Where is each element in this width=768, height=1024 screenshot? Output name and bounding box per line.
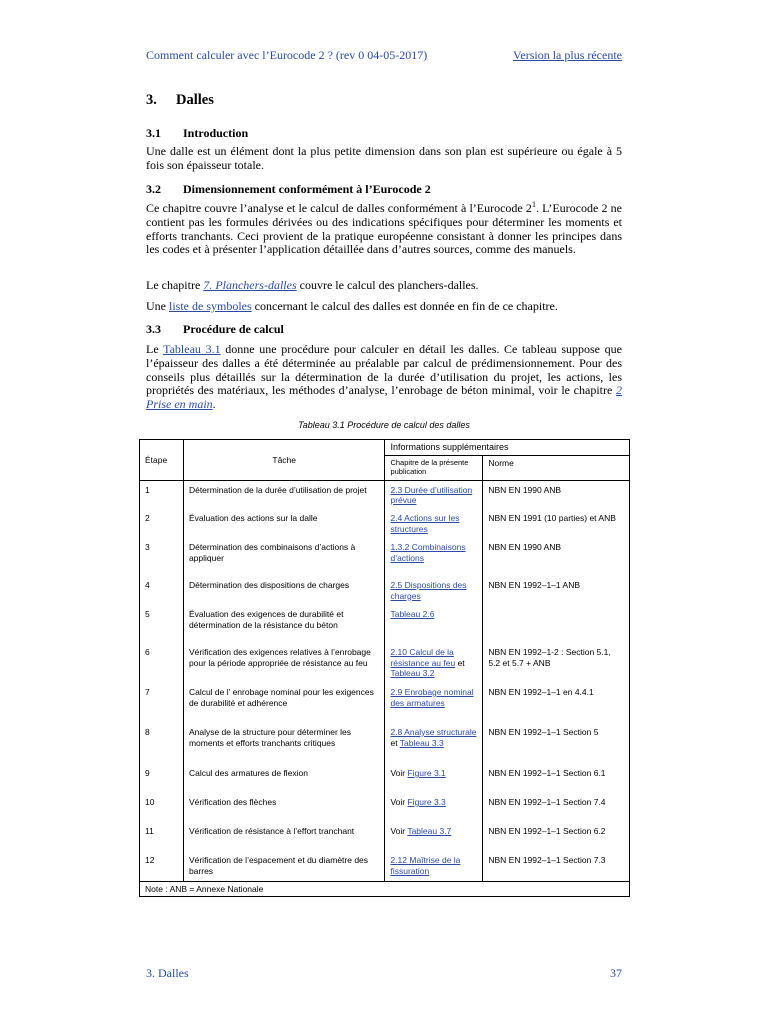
chapitre-link[interactable]: 2.12 Maîtrise de la fissuration [390, 855, 461, 876]
procedure-table [139, 439, 630, 897]
text-run: concernant le calcul des dalles est donnée en fin de ce chapitre. [251, 299, 558, 313]
section-3-3-paragraph [146, 343, 622, 412]
chapitre-link[interactable]: Tableau 2.6 [390, 609, 435, 619]
cell-tache: Évaluation des actions sur la dalle [183, 509, 385, 538]
chapitre-connector: et [455, 657, 465, 668]
cell-chapitre [385, 764, 483, 793]
cell-etape: 12 [140, 851, 184, 881]
section-number: 3.1 [146, 126, 161, 140]
cell-tache: Vérification de l’espacement et du diamètre des barres [183, 851, 385, 881]
cell-chapitre [385, 822, 483, 851]
chapitre-link[interactable]: Tableau 3.7 [407, 826, 452, 836]
text-run: Ce chapitre couvre l’analyse et le calcul de dalles conformément à l’Eurocode 2 [146, 201, 532, 215]
chapitre-link[interactable]: 2.3 Durée d’utilisation prévue [390, 484, 473, 505]
chapitre-link[interactable]: 1.3.2 Combinaisons d’actions [390, 542, 466, 563]
section-3-2-paragraph-2 [146, 279, 622, 293]
col-header-chapitre: Chapitre de la présente publication [385, 455, 483, 480]
cell-norme: NBN EN 1992–1–1 Section 7.3 [483, 851, 630, 881]
cell-etape: 9 [140, 764, 184, 793]
chapter-heading [146, 92, 214, 109]
cell-etape: 6 [140, 643, 184, 683]
cell-norme: NBN EN 1992–1–1 Section 5 [483, 723, 630, 764]
cell-tache: Calcul des armatures de flexion [183, 764, 385, 793]
table-row [140, 538, 630, 576]
chapitre-link[interactable]: Figure 3.3 [407, 797, 446, 807]
cell-etape: 8 [140, 723, 184, 764]
link-tableau-3-1[interactable]: Tableau 3.1 [163, 342, 221, 356]
text-run: Une [146, 299, 169, 313]
cell-tache: Détermination de la durée d’utilisation de projet [183, 480, 385, 509]
chapter-number: 3. [146, 92, 157, 108]
cell-etape: 7 [140, 683, 184, 723]
link-prise-en-main[interactable]: 2 Prise en main [146, 383, 622, 412]
table-row [140, 851, 630, 881]
cell-chapitre [385, 683, 483, 723]
table-row [140, 509, 630, 538]
text-run: donne une procédure pour calculer en détail les dalles. Ce tableau suppose que l’épaisseur des dalles a été déterminée au préalable par calcul de prédimensionnement. Pour des conseils plus détaillés sur la détermination de la durée d’utilisation du projet, les actions, les propriétés des matériaux, les méthodes d’analyse, l’enrobage de béton minimal, voir le chapitre [146, 342, 622, 398]
link-planchers-dalles[interactable]: 7. Planchers-dalles [203, 278, 297, 292]
cell-chapitre [385, 538, 483, 576]
cell-tache: Vérification des exigences relatives à l’enrobage pour la période appropriée de résistance au feu [183, 643, 385, 683]
header-latest-version-link[interactable]: Version la plus récente [513, 48, 622, 62]
col-header-norme: Norme [483, 455, 630, 480]
cell-tache: Analyse de la structure pour déterminer les moments et efforts tranchants critiques [183, 723, 385, 764]
cell-etape: 2 [140, 509, 184, 538]
footer-chapter: 3. Dalles [146, 966, 189, 980]
cell-etape: 10 [140, 793, 184, 822]
cell-etape: 4 [140, 576, 184, 605]
chapitre-prefix: Voir [390, 768, 408, 778]
text-run: Le chapitre [146, 278, 204, 292]
cell-tache: Évaluation des exigences de durabilité et détermination de la résistance du béton [183, 605, 385, 643]
cell-etape: 3 [140, 538, 184, 576]
cell-chapitre [385, 723, 483, 764]
col-header-etape: Étape [140, 440, 184, 481]
chapitre-link[interactable]: Figure 3.1 [407, 768, 446, 778]
cell-etape: 5 [140, 605, 184, 643]
cell-norme: NBN EN 1991 (10 parties) et ANB [483, 509, 630, 538]
chapitre-link[interactable]: 2.9 Enrobage nominal des armatures [390, 687, 474, 708]
section-3-2-heading [146, 182, 431, 197]
cell-norme: NBN EN 1992–1–1 en 4.4.1 [483, 683, 630, 723]
cell-norme: NBN EN 1992–1–1 Section 7.4 [483, 793, 630, 822]
table-note: Note : ANB = Annexe Nationale [140, 881, 630, 897]
link-liste-de-symboles[interactable]: liste de symboles [169, 299, 252, 313]
cell-norme: NBN EN 1992–1-2 : Section 5.1, 5.2 et 5.7 + ANB [483, 643, 630, 683]
cell-tache: Détermination des dispositions de charges [183, 576, 385, 605]
chapitre-link[interactable]: 2.10 Calcul de la résistance au feu [390, 647, 456, 668]
section-3-1-text: Une dalle est un élément dont la plus petite dimension dans son plan est supérieure ou égale à 5 fois son épaisseur totale. [146, 144, 622, 172]
table-row [140, 643, 630, 683]
table-row [140, 822, 630, 851]
section-3-2-paragraph-3 [146, 300, 622, 314]
table-row [140, 723, 630, 764]
cell-chapitre [385, 793, 483, 822]
cell-chapitre [385, 480, 483, 509]
col-header-tache: Tâche [183, 440, 385, 481]
table-row [140, 764, 630, 793]
cell-norme: NBN EN 1990 ANB [483, 538, 630, 576]
header-document-title: Comment calculer avec l’Eurocode 2 ? (rev 0 04-05-2017) [146, 48, 428, 62]
cell-norme: NBN EN 1992–1–1 Section 6.2 [483, 822, 630, 851]
cell-tache: Détermination des combinaisons d’actions à appliquer [183, 538, 385, 576]
cell-etape: 1 [140, 480, 184, 509]
section-3-3-heading [146, 322, 284, 337]
section-number: 3.2 [146, 182, 161, 196]
footnote-ref[interactable]: 1 [531, 200, 536, 209]
cell-etape: 11 [140, 822, 184, 851]
chapitre-prefix: Voir [390, 797, 408, 807]
table-row [140, 605, 630, 643]
chapitre-link-secondary[interactable]: Tableau 3.2 [390, 668, 435, 678]
text-run: . L’Eurocode 2 ne contient pas les formules dérivées ou des indications spécifiques pour déterminer les moments et efforts tranchants. Ceci provient de la pratique européenne consistant à donner les principes dans les codes et à présenter l’application détaillée dans d’autres sources, comme des manuels. [146, 201, 622, 257]
section-number: 3.3 [146, 322, 161, 336]
cell-norme [483, 605, 630, 643]
table-note-row [140, 881, 630, 897]
text-run: . [212, 397, 216, 412]
section-title: Dimensionnement conformément à l’Eurocode 2 [183, 182, 431, 196]
cell-tache: Vérification de résistance à l’effort tranchant [183, 822, 385, 851]
cell-chapitre [385, 509, 483, 538]
text-run: couvre le calcul des planchers-dalles. [296, 278, 479, 292]
table-caption: Tableau 3.1 Procédure de calcul des dalles [298, 420, 470, 430]
cell-norme: NBN EN 1990 ANB [483, 480, 630, 509]
section-3-2-paragraph-1 [146, 202, 622, 257]
chapitre-link-secondary[interactable]: Tableau 3.3 [399, 737, 444, 748]
cell-tache: Vérification des flèches [183, 793, 385, 822]
table-row [140, 480, 630, 509]
col-header-informations: Informations supplémentaires [385, 440, 630, 456]
cell-norme: NBN EN 1992–1–1 Section 6.1 [483, 764, 630, 793]
chapitre-link[interactable]: 2.5 Dispositions des charges [390, 580, 467, 601]
text-run: Le [146, 342, 164, 356]
chapitre-link[interactable]: 2.8 Analyse structurale [390, 727, 477, 737]
table-row [140, 683, 630, 723]
cell-tache: Calcul de l’ enrobage nominal pour les exigences de durabilité et adhérence [183, 683, 385, 723]
cell-chapitre [385, 576, 483, 605]
cell-chapitre [385, 643, 483, 683]
cell-norme: NBN EN 1992–1–1 ANB [483, 576, 630, 605]
chapitre-link[interactable]: 2.4 Actions sur les structures [390, 513, 460, 534]
table-row [140, 576, 630, 605]
footer-page-number: 37 [610, 966, 622, 980]
table-row [140, 793, 630, 822]
chapter-title: Dalles [176, 92, 214, 108]
cell-chapitre [385, 605, 483, 643]
section-title: Introduction [183, 126, 249, 140]
chapitre-connector: et [390, 737, 400, 748]
section-3-1-heading [146, 126, 248, 141]
cell-chapitre [385, 851, 483, 881]
section-title: Procédure de calcul [183, 322, 284, 336]
chapitre-prefix: Voir [390, 826, 408, 836]
